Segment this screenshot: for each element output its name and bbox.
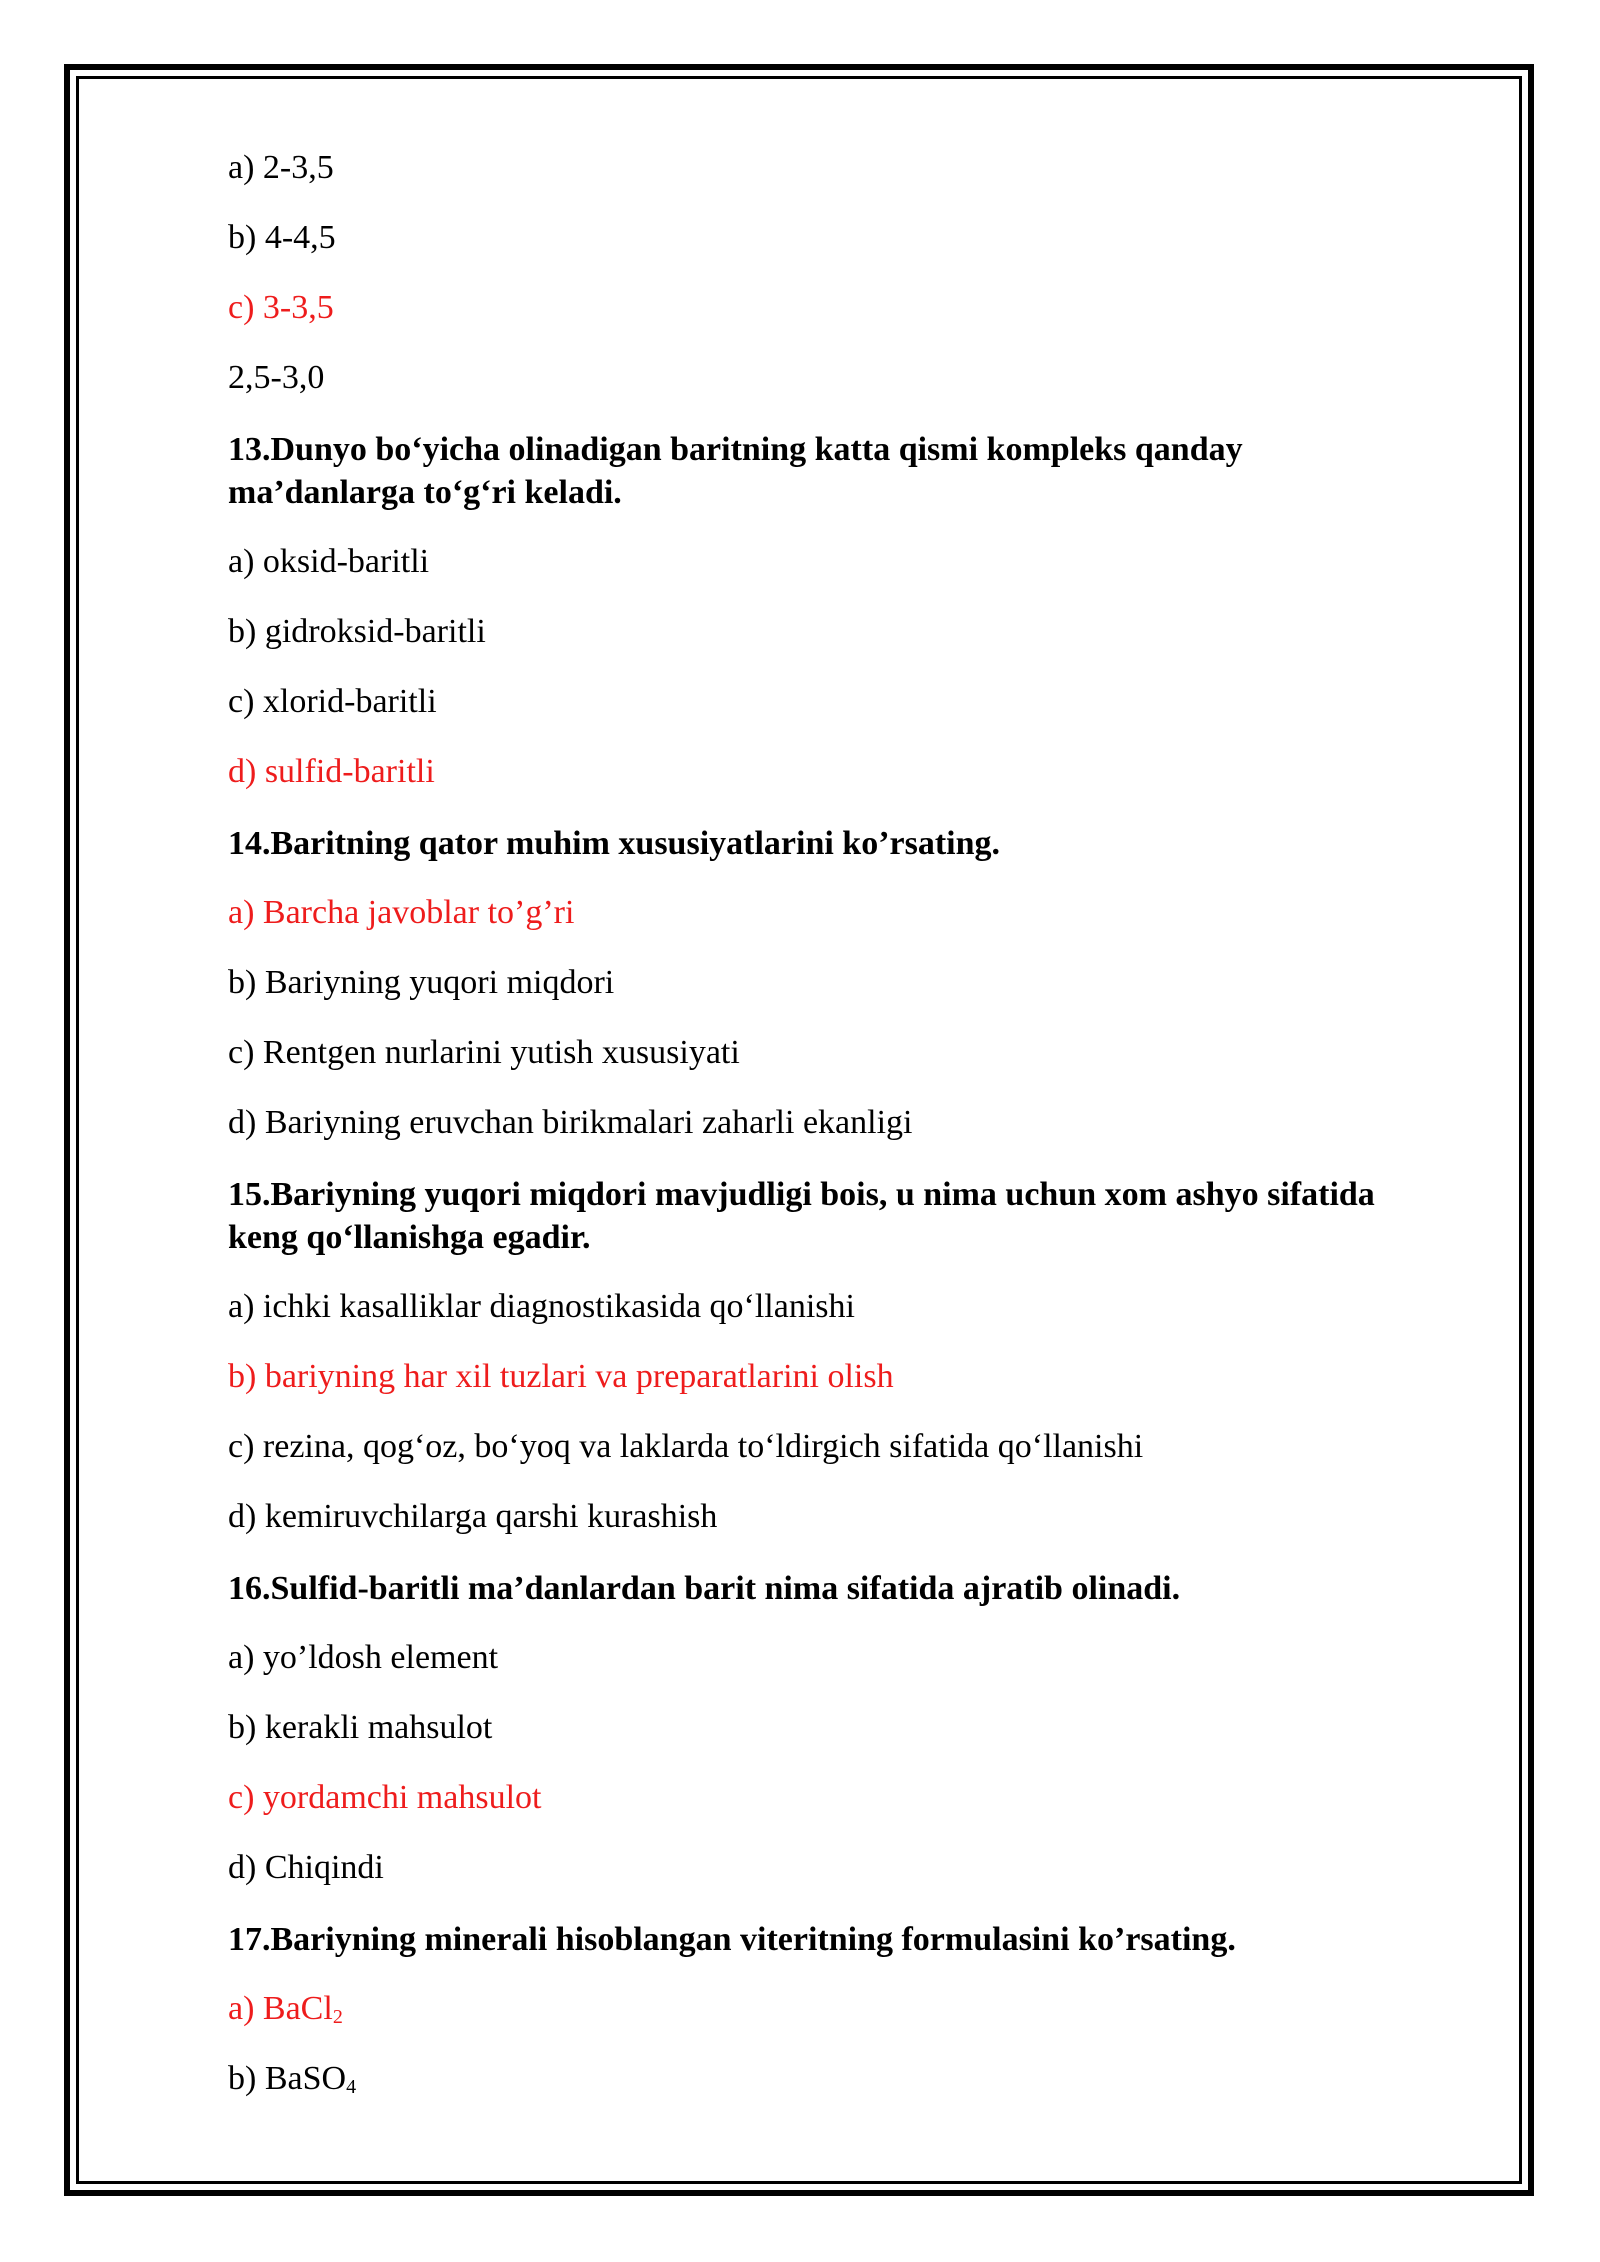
option-14-c: c) Rentgen nurlarini yutish xususiyati (228, 1034, 740, 1071)
question-17: 17.Bariyning minerali hisoblangan viteritning formulasini ko’rsating. (228, 1921, 1236, 1958)
option-16-c-correct: c) yordamchi mahsulot (228, 1779, 542, 1816)
option-14-d: d) Bariyning eruvchan birikmalari zaharli ekanligi (228, 1104, 913, 1141)
formula-bacl-subscript: 2 (332, 2006, 343, 2028)
option-16-b: b) kerakli mahsulot (228, 1709, 493, 1746)
formula-bacl-prefix: a) BaCl (228, 1990, 333, 2027)
option-17-a-correct (228, 1989, 1388, 2029)
option-15-b-correct: b) bariyning har xil tuzlari va preparatlarini olish (228, 1358, 894, 1395)
option-15-c: c) rezina, qog‘oz, bo‘yoq va laklarda to‘ldirgich sifatida qo‘llanishi (228, 1428, 1144, 1465)
question-14: 14.Baritning qator muhim xususiyatlarini ko’rsating. (228, 825, 1001, 862)
option-14-b: b) Bariyning yuqori miqdori (228, 964, 615, 1001)
formula-baso-subscript: 4 (346, 2076, 357, 2098)
option-15-d: d) kemiruvchilarga qarshi kurashish (228, 1498, 718, 1535)
option-17-b (228, 2059, 1388, 2099)
option-13-b: b) gidroksid-baritli (228, 613, 486, 650)
question-13: 13.Dunyo bo‘yicha olinadigan baritning katta qismi kompleks qanday ma’danlarga to‘g‘ri keladi. (228, 431, 1243, 511)
question-15: 15.Bariyning yuqori miqdori mavjudligi bois, u nima uchun xom ashyo sifatida keng qo‘llanishga egadir. (228, 1176, 1375, 1256)
option-13-c: c) xlorid-baritli (228, 683, 437, 720)
document-content (228, 148, 1388, 2129)
option-15-a: a) ichki kasalliklar diagnostikasida qo‘llanishi (228, 1288, 855, 1325)
option-14-a-correct: a) Barcha javoblar to’g’ri (228, 894, 575, 931)
option-12-c-correct: c) 3-3,5 (228, 289, 334, 326)
option-12-b: b) 4-4,5 (228, 219, 336, 256)
question-16: 16.Sulfid-baritli ma’danlardan barit nima sifatida ajratib olinadi. (228, 1570, 1181, 1607)
option-13-d-correct: d) sulfid-baritli (228, 753, 435, 790)
option-12-a: a) 2-3,5 (228, 149, 334, 186)
formula-baso-prefix: b) BaSO (228, 2060, 347, 2097)
option-13-a: a) oksid-baritli (228, 543, 430, 580)
option-12-d: 2,5-3,0 (228, 359, 325, 396)
option-16-d: d) Chiqindi (228, 1849, 384, 1886)
option-16-a: a) yo’ldosh element (228, 1639, 499, 1676)
